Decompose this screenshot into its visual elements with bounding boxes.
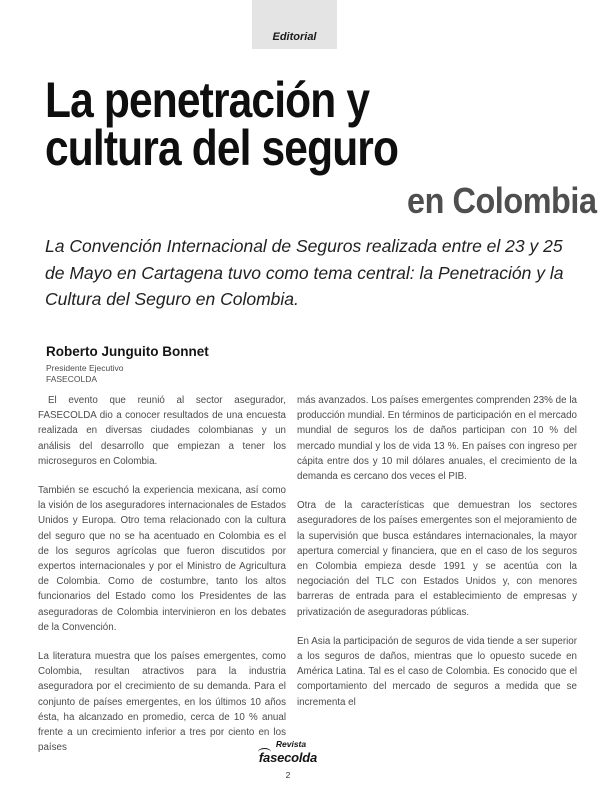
author-name: Roberto Junguito Bonnet: [46, 344, 209, 359]
article-title: [45, 72, 460, 176]
fasecolda-logo: [259, 751, 317, 765]
author-block: [46, 344, 209, 384]
article-lede: La Convención Internacional de Seguros realizada entre el 23 y 25 de Mayo en Cartagena tuvo como tema central: la Penetración y la Cultura del Seguro en Colombia.: [45, 236, 564, 309]
paragraph: El evento que reunió al sector asegurador, FASECOLDA dio a conocer resultados de una encuesta realizada en diversas ciudades colombianas y un análisis del desarrollo que empiezan a tener los microseguros en Colombia.: [38, 395, 286, 467]
body-column-right: [297, 393, 577, 769]
body-column-left: [38, 393, 286, 769]
author-role: Presidente Ejecutivo: [46, 363, 124, 373]
paragraph: También se escuchó la experiencia mexicana, así como la visión de los aseguradores internacionales de Estados Unidos y Europa. Otro tema relacionado con la cultura del seguro que no se ha acentuado en Colombia es el de los seguros agrícolas que fueron discutidos por expertos internacionales y por el Ministro de Agricultura de Colombia. Como de costumbre, tanto los altos funcionarios del Estado como los Presidentes de las aseguradoras de Colombia intervinieron en los debates de la Convención.: [38, 485, 286, 633]
article-title-line2: cultura del seguro: [45, 120, 399, 176]
article-body: [38, 393, 577, 769]
paragraph: Otra de la características que demuestran los sectores aseguradores de los países emergentes son el mejoramiento de la supervisión que busca estándares internacionales, la mayor apertura comercial y financiera, que en el caso de los seguros en Colombia empieza desde 1991 y se acentúa con la negociación del TLC con Estados Unidos y, con menores barreras de entrada para el establecimiento de empresas y privatización de aseguradoras públicas.: [297, 500, 577, 618]
article-title-subtitle: en Colombia: [407, 180, 597, 221]
page-number: 2: [285, 770, 291, 780]
paragraph: La literatura muestra que los países emergentes, como Colombia, resultan atractivos para la industria aseguradora por el crecimiento de su demanda. Para el conjunto de países emergentes, en los últimos 10 años ésta, ha alcanzado en promedio, cerca de 10 % anual frente a un crecimiento inferior a tres por ciento en los países: [38, 651, 286, 754]
paragraph: En Asia la participación de seguros de vida tiende a ser superior a los seguros de daños, mientras que lo opuesto sucede en América Latina. Tal es el caso de Colombia. Es conocido que el comportamiento del mercado de seguros a medida que se incrementa el: [297, 635, 577, 708]
fasecolda-logo-text: fasecolda: [258, 750, 318, 765]
section-label: Editorial: [272, 31, 317, 43]
author-organization: FASECOLDA: [46, 374, 98, 384]
page-footer: [238, 739, 338, 780]
article-title-line1: La penetración y: [45, 72, 370, 128]
editorial-section-tab: [252, 0, 337, 49]
paragraph: más avanzados. Los países emergentes comprenden 23% de la producción mundial. En términos de participación en el mercado mundial de seguros los de daños participan con 10 % del mercado mundial y los de vida 13 %. En países con ingreso per cápita entre dos y 10 mil dólares anuales, el crecimiento de la demanda es cercano dos veces el PIB.: [297, 395, 577, 483]
fasecolda-logo-arc-icon: [258, 748, 271, 756]
footer-revista-label: Revista: [275, 739, 307, 749]
